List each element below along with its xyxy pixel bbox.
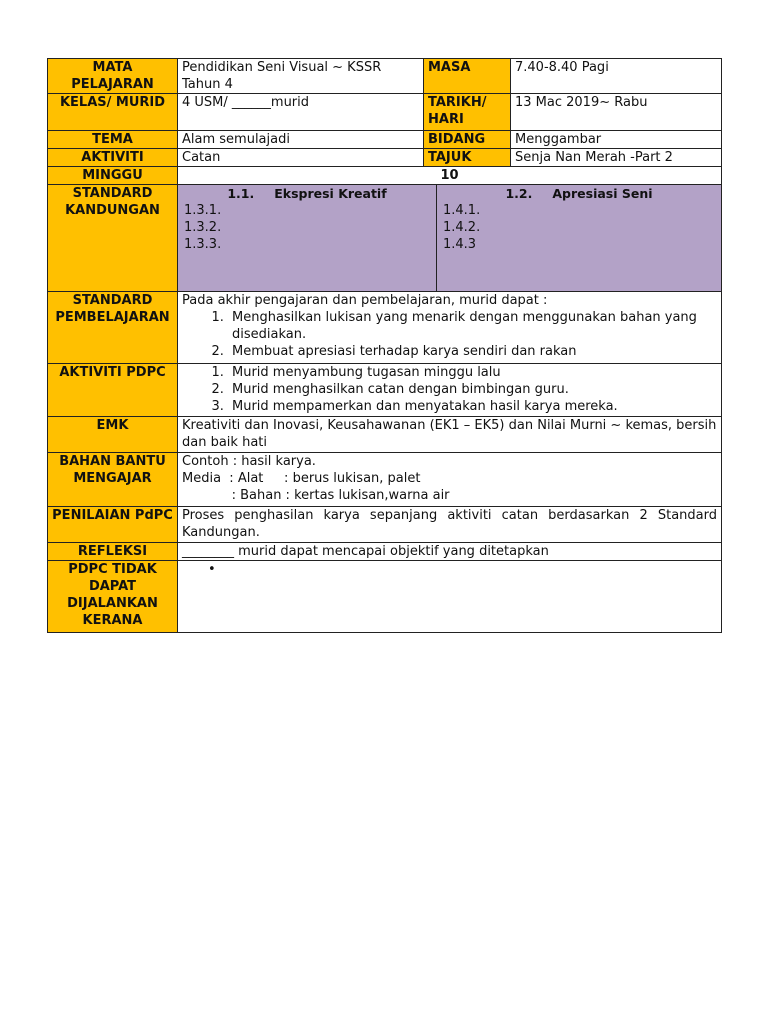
label-tema: TEMA — [48, 131, 178, 149]
label-pdpc-tidak: PDPC TIDAK DAPAT DIJALANKAN KERANA — [48, 561, 178, 633]
label-mata-pelajaran: MATA PELAJARAN — [48, 59, 178, 94]
value-standard-pembelajaran — [178, 292, 722, 364]
kandungan-right-num: 1.2. — [505, 186, 533, 201]
bahan-line3: : Bahan : kertas lukisan,warna air — [182, 488, 450, 503]
kandungan-left — [178, 185, 437, 291]
mata-pelajaran-line2: Tahun 4 — [182, 77, 233, 92]
row-aktiviti-pdpc — [48, 364, 722, 417]
label-standard-kandungan: STANDARD KANDUNGAN — [48, 185, 178, 292]
standard-kandungan-panel — [178, 185, 722, 292]
label-refleksi: REFLEKSI — [48, 543, 178, 561]
row-tema — [48, 131, 722, 149]
kandungan-left-title: Ekspresi Kreatif — [274, 186, 387, 201]
value-pdpc-tidak — [178, 561, 722, 633]
value-mata-pelajaran — [178, 59, 424, 94]
value-aktiviti: Catan — [178, 149, 424, 167]
kandungan-left-item: 1.3.1. — [184, 203, 222, 218]
aktiviti-pdpc-item: 2. Murid menghasilkan catan dengan bimbingan guru. — [228, 381, 717, 398]
label-tarikh: TARIKH/ HARI — [424, 94, 511, 131]
value-emk: Kreativiti dan Inovasi, Keusahawanan (EK1 – EK5) dan Nilai Murni ~ kemas, bersih dan baik hati — [178, 417, 722, 453]
row-standard-kandungan — [48, 185, 722, 292]
label-bidang: BIDANG — [424, 131, 511, 149]
kandungan-left-item: 1.3.3. — [184, 237, 222, 252]
value-tarikh: 13 Mac 2019~ Rabu — [511, 94, 722, 131]
aktiviti-pdpc-list — [182, 364, 717, 415]
kandungan-right-item: 1.4.2. — [443, 220, 481, 235]
aktiviti-pdpc-item: 3. Murid mempamerkan dan menyatakan hasil karya mereka. — [228, 398, 717, 415]
label-bahan: BAHAN BANTU MENGAJAR — [48, 453, 178, 507]
kandungan-right-title: Apresiasi Seni — [552, 186, 653, 201]
aktiviti-pdpc-item: 1. Murid menyambung tugasan minggu lalu — [228, 364, 717, 381]
label-minggu: MINGGU — [48, 167, 178, 185]
value-aktiviti-pdpc — [178, 364, 722, 417]
row-penilaian — [48, 507, 722, 543]
bahan-line2: Media : Alat : berus lukisan, palet — [182, 471, 421, 486]
value-tema: Alam semulajadi — [178, 131, 424, 149]
row-minggu — [48, 167, 722, 185]
label-emk: EMK — [48, 417, 178, 453]
value-minggu: 10 — [178, 167, 722, 185]
kandungan-right-heading — [441, 185, 717, 202]
row-emk — [48, 417, 722, 453]
kandungan-right-item: 1.4.1. — [443, 203, 481, 218]
mata-pelajaran-line1: Pendidikan Seni Visual ~ KSSR — [182, 60, 382, 75]
row-aktiviti — [48, 149, 722, 167]
bullet-point: • — [208, 562, 216, 577]
kandungan-left-num: 1.1. — [227, 186, 255, 201]
row-mata-pelajaran — [48, 59, 722, 94]
row-bahan — [48, 453, 722, 507]
value-penilaian: Proses penghasilan karya sepanjang aktiviti catan berdasarkan 2 Standard Kandungan. — [178, 507, 722, 543]
kandungan-right-item: 1.4.3 — [443, 237, 477, 252]
row-pdpc-tidak — [48, 561, 722, 633]
value-tajuk: Senja Nan Merah -Part 2 — [511, 149, 722, 167]
value-masa: 7.40-8.40 Pagi — [511, 59, 722, 94]
value-bahan — [178, 453, 722, 507]
label-aktiviti: AKTIVITI — [48, 149, 178, 167]
label-standard-pembelajaran: STANDARD PEMBELAJARAN — [48, 292, 178, 364]
label-tajuk: TAJUK — [424, 149, 511, 167]
kandungan-left-heading — [182, 185, 432, 202]
pembelajaran-intro: Pada akhir pengajaran dan pembelajaran, murid dapat : — [182, 293, 548, 308]
row-refleksi — [48, 543, 722, 561]
label-kelas: KELAS/ MURID — [48, 94, 178, 131]
lesson-plan-table — [47, 58, 722, 633]
label-masa: MASA — [424, 59, 511, 94]
kandungan-left-item: 1.3.2. — [184, 220, 222, 235]
row-standard-pembelajaran — [48, 292, 722, 364]
label-aktiviti-pdpc: AKTIVITI PDPC — [48, 364, 178, 417]
pembelajaran-list — [182, 309, 717, 360]
pembelajaran-item: 1. Menghasilkan lukisan yang menarik dengan menggunakan bahan yang disediakan. — [228, 309, 717, 343]
row-kelas — [48, 94, 722, 131]
value-bidang: Menggambar — [511, 131, 722, 149]
value-refleksi: ________ murid dapat mencapai objektif yang ditetapkan — [178, 543, 722, 561]
kandungan-right — [437, 185, 721, 291]
bahan-line1: Contoh : hasil karya. — [182, 454, 316, 469]
pembelajaran-item: 2. Membuat apresiasi terhadap karya sendiri dan rakan — [228, 343, 717, 360]
value-kelas: 4 USM/ ______murid — [178, 94, 424, 131]
label-penilaian: PENILAIAN PdPC — [48, 507, 178, 543]
